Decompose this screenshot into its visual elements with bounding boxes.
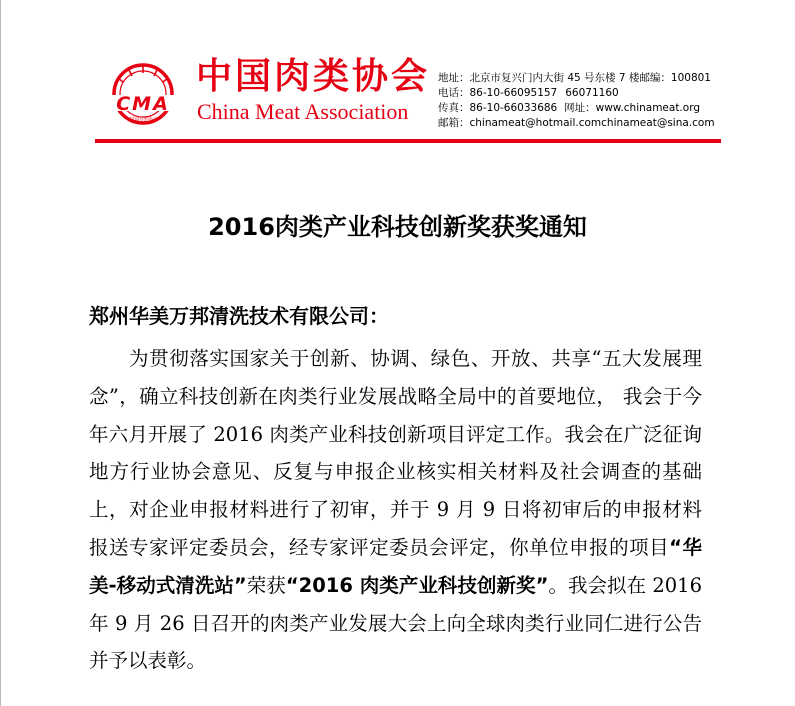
body-text-part-2: 荣获 [246,573,286,597]
contact-row-fax [438,101,700,116]
website-value: www.chinameat.org [595,102,700,114]
fax-value: 86-10-66033686 [469,102,558,114]
org-name-chinese: 中国肉类协会 [196,56,431,97]
address-value: 北京市复兴门内大街 45 号东楼 7 楼 [469,72,640,84]
postcode-label: 邮编： [639,72,671,84]
contact-block [438,71,715,131]
org-name-english: China Meat Association [197,99,409,124]
cma-logo [98,62,188,128]
cma-logo-graphic [98,62,188,128]
email-label: 邮箱： [438,117,470,129]
notice-body [89,340,702,680]
addressee-line: 郑州华美万邦清洗技术有限公司： [89,304,389,328]
fax-label: 传真： [438,102,470,114]
address-label: 地址： [438,72,470,84]
phone-value: 86-10-66095157 [469,87,558,99]
postcode-value: 100801 [670,72,711,84]
contact-row-address [438,71,711,86]
email-value-2: chinameat@sina.com [601,117,715,129]
email-value: chinameat@hotmail.com [469,117,602,129]
contact-row-email [438,116,715,131]
contact-row-phone [438,86,700,101]
award-name: “2016 肉类产业科技创新奖” [285,573,549,597]
notice-title: 2016肉类产业科技创新奖获奖通知 [208,213,587,241]
phone-label: 电话： [438,87,470,99]
logo-text: CMA [116,93,170,115]
body-text-part-3: 。我会拟在 2016 年 9 月 26 日召开的肉类产业发展大会上向全球肉类行业同仁进行公告并予以表彰。 [89,573,702,673]
letterhead-divider [95,139,721,143]
phone-value-2: 66071160 [565,87,619,99]
body-text-part-1: 为贯彻落实国家关于创新、协调、绿色、开放、共享“五大发展理念”，确立科技创新在肉类行业发展战略全局中的首要地位， 我会于今年六月开展了 2016 肉类产业科技创新项目评定工作。我会在广泛征询地方行业协会意见、反复与申报企业核实相关材料及社会调查的基础上，对企业申报材料进行了初审，并于 9 月 9 日将初审后的申报材料报送专家评定委员会，经专家评定委员会评定，你单位申报的项目 [89,347,702,559]
logo-caption: 中国肉类协会 [127,117,159,123]
page-edge [0,0,1,706]
website-label: 网址： [564,102,596,114]
project-name: “华美-移动式清洗站” [89,535,702,597]
